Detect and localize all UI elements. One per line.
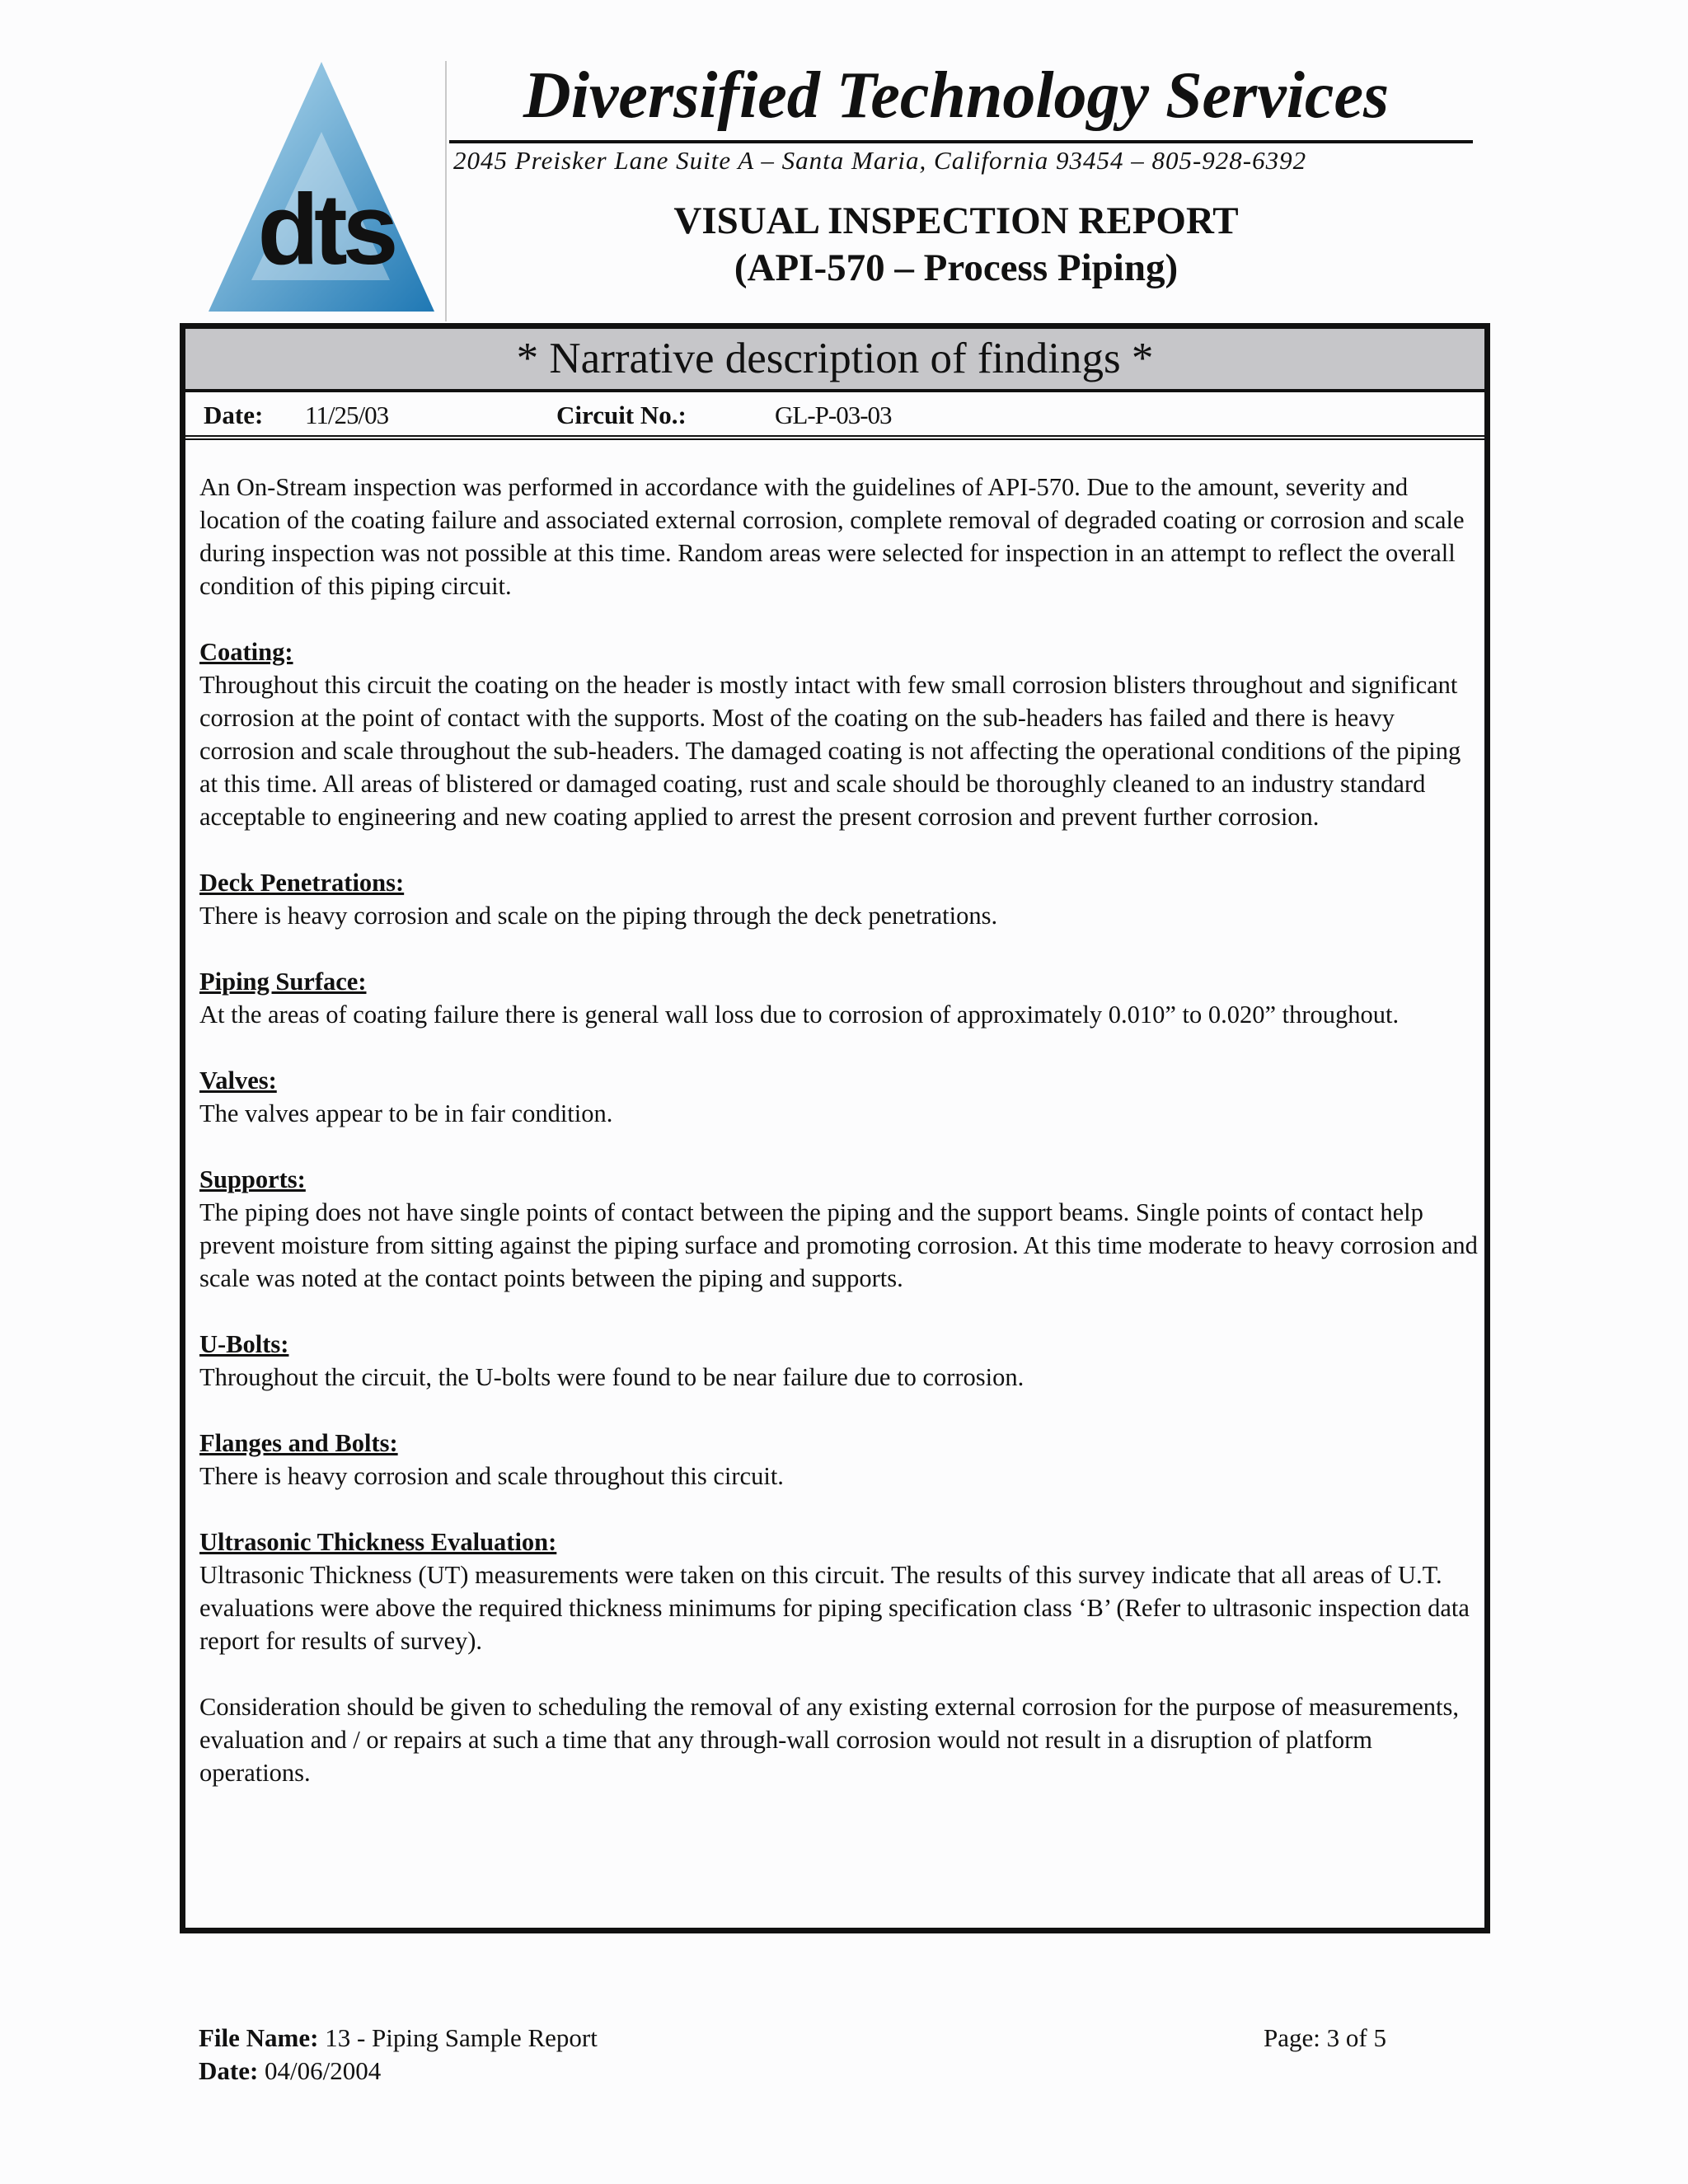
section-heading: Flanges and Bolts: [199, 1429, 398, 1457]
footer-date-line [199, 2055, 598, 2088]
conclusion-paragraph: Consideration should be given to scheduling the removal of any existing external corrosion for the purpose of measurements, evaluation and / or repairs at such a time that any through-wall corrosion would not result in a disruption of platform operations. [199, 1693, 1460, 1787]
header-divider [445, 61, 447, 321]
section-text: Throughout this circuit the coating on the header is mostly intact with few small corrosion blisters throughout and significant corrosion at the point of contact with the supports. Most of the coating on the sub-headers has failed and there is heavy corrosion and scale throughout the sub-headers. The damaged coating is not affecting the operational conditions of the piping at this time. All areas of blistered or damaged coating, rust and scale should be thoroughly cleaned to an industry standard acceptable to engineering and new coating applied to arrest the present corrosion and prevent further corrosion. [199, 671, 1461, 831]
section-text: The piping does not have single points of contact between the piping and the support beams. Single points of contact help prevent moisture from sitting against the piping surface and promoting corrosion. At this time moderate to heavy corrosion and scale was noted at the contact points between the piping and supports. [199, 1198, 1478, 1292]
section-valves [199, 1064, 1481, 1130]
section-text: At the areas of coating failure there is general wall loss due to corrosion of approximately 0.010” to 0.020” throughout. [199, 1001, 1400, 1029]
footer-date-value: 04/06/2004 [265, 2056, 382, 2085]
footer-file-info [199, 2022, 598, 2088]
dts-logo [202, 58, 441, 317]
report-subtitle: (API-570 – Process Piping) [734, 246, 1179, 289]
section-deck-penetrations [199, 866, 1481, 932]
report-title: VISUAL INSPECTION REPORT [673, 199, 1239, 242]
section-flanges-and-bolts [199, 1427, 1481, 1493]
section-heading: Valves: [199, 1066, 277, 1094]
section-heading: Coating: [199, 638, 293, 666]
circuit-label: Circuit No.: [556, 401, 687, 429]
section-text: There is heavy corrosion and scale throughout this circuit. [199, 1462, 784, 1490]
logo-text: dts [257, 173, 394, 285]
circuit-value: GL-P-03-03 [775, 401, 892, 429]
section-supports [199, 1163, 1481, 1295]
company-address: 2045 Preisker Lane Suite A – Santa Maria, California 93454 – 805-928-6392 [453, 146, 1307, 175]
section-heading: Piping Surface: [199, 968, 367, 996]
report-frame [180, 323, 1490, 1933]
page-number [1264, 2022, 1386, 2055]
section-text: Throughout the circuit, the U-bolts were found to be near failure due to corrosion. [199, 1363, 1025, 1391]
narrative-body [199, 471, 1481, 1822]
section-heading: Supports: [199, 1165, 306, 1193]
file-name-value: 13 - Piping Sample Report [325, 2023, 598, 2052]
section-heading: U-Bolts: [199, 1330, 289, 1358]
footer-file-line [199, 2022, 598, 2055]
section-text: Ultrasonic Thickness (UT) measurements were taken on this circuit. The results of this survey indicate that all areas of U.T. evaluations were above the required thickness minimums for piping specification class ‘B’ (Refer to ultrasonic inspection data report for results of survey). [199, 1561, 1470, 1655]
footer-date-label: Date: [199, 2056, 259, 2085]
section-ultrasonic-thickness [199, 1526, 1481, 1657]
section-piping-surface [199, 965, 1481, 1031]
info-row [185, 392, 1484, 440]
company-name: Diversified Technology Services [523, 59, 1390, 132]
section-text: There is heavy corrosion and scale on the piping through the deck penetrations. [199, 902, 998, 930]
file-name-label: File Name: [199, 2023, 319, 2052]
section-heading: Ultrasonic Thickness Evaluation: [199, 1528, 557, 1556]
section-heading: Deck Penetrations: [199, 869, 405, 897]
section-text: The valves appear to be in fair condition. [199, 1099, 613, 1127]
section-u-bolts [199, 1328, 1481, 1394]
header-rule [449, 140, 1473, 143]
page-label: Page: [1264, 2023, 1320, 2052]
section-coating [199, 635, 1481, 833]
narrative-banner: * Narrative description of findings * [185, 329, 1484, 392]
page-value: 3 of 5 [1326, 2023, 1386, 2052]
intro-paragraph: An On-Stream inspection was performed in accordance with the guidelines of API-570. Due to the amount, severity and location of the coating failure and associated external corrosion, complete removal of degraded coating or corrosion and scale during inspection was not possible at this time. Random areas were selected for inspection in an attempt to reflect the overall condition of this piping circuit. [199, 473, 1465, 600]
date-value: 11/25/03 [305, 401, 389, 429]
date-label: Date: [204, 401, 264, 429]
